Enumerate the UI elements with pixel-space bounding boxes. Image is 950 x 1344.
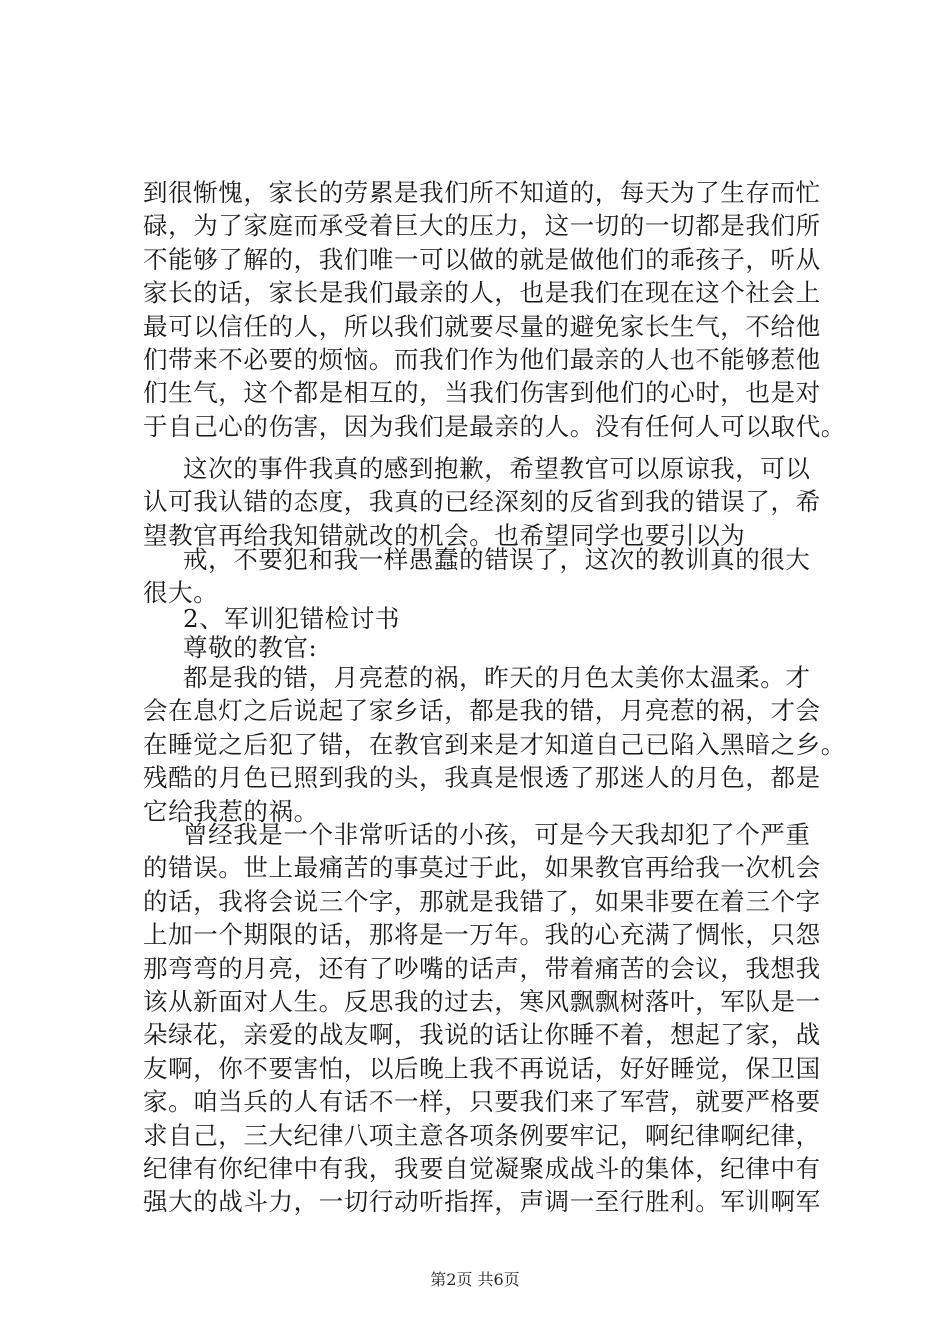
text-line: 戒，不要犯和我一样愚蠢的错误了，这次的教训真的很大 <box>183 545 811 574</box>
text-line: 很大。 <box>143 578 219 608</box>
text-line: 碌，为了家庭而承受着巨大的压力，这一切的一切都是我们所 <box>143 211 821 241</box>
paragraph-1 <box>143 176 846 443</box>
text-line: 望教官再给我知错就改的机会。也希望同学也要引以为 <box>143 520 746 550</box>
text-line: 曾经我是一个非常听话的小孩，可是今天我却犯了个严重 <box>183 820 811 849</box>
text-line: 友啊，你不要害怕，以后晚上我不再说话，好好睡觉，保卫国 <box>143 1053 821 1083</box>
text-line: 它给我惹的祸。 <box>143 796 319 826</box>
text-line: 认可我认错的态度，我真的已经深刻的反省到我的错误了，希 <box>143 487 821 517</box>
paragraph-5 <box>143 818 843 1219</box>
text-line: 纪律有你纪律中有我，我要自觉凝聚成战斗的集体，纪律中有 <box>143 1153 821 1183</box>
text-line: 们生气，这个都是相互的，当我们伤害到他们的心时，也是对 <box>143 378 821 408</box>
page-number-footer: 第2页 共6页 <box>430 1270 520 1289</box>
text-line: 会在息灯之后说起了家乡话，都是我的错，月亮惹的祸，才会 <box>143 696 821 726</box>
salutation: 尊敬的教官: <box>183 633 318 662</box>
text-line: 求自己，三大纪律八项主意各项条例要牢记，啊纪律啊纪律， <box>143 1120 821 1150</box>
paragraph-3 <box>143 543 843 610</box>
paragraph-4 <box>143 661 846 828</box>
text-line: 的话，我将会说三个字，那就是我错了，如果非要在着三个字 <box>143 886 821 916</box>
text-line: 该从新面对人生。反思我的过去，寒风飘飘树落叶，军队是一 <box>143 986 821 1016</box>
text-line: 于自己心的伤害，因为我们是最亲的人。没有任何人可以取代。 <box>143 411 846 441</box>
text-line: 那弯弯的月亮，还有了吵嘴的话声，带着痛苦的会议，我想我 <box>143 953 821 983</box>
text-line: 这次的事件我真的感到抱歉，希望教官可以原谅我，可以 <box>183 454 811 483</box>
text-line: 强大的战斗力，一切行动听指挥，声调一至行胜利。军训啊军 <box>143 1187 821 1217</box>
text-line: 朵绿花，亲爱的战友啊，我说的话让你睡不着，想起了家，战 <box>143 1020 821 1050</box>
text-line: 最可以信任的人，所以我们就要尽量的避免家长生气，不给他 <box>143 311 821 341</box>
text-line: 残酷的月色已照到我的头，我真是恨透了那迷人的月色，都是 <box>143 763 821 793</box>
text-line: 们带来不必要的烦恼。而我们作为他们最亲的人也不能够惹他 <box>143 344 821 374</box>
text-line: 在睡觉之后犯了错，在教官到来是才知道自己已陷入黑暗之乡。 <box>143 729 846 759</box>
paragraph-2 <box>143 452 843 552</box>
text-line: 不能够了解的，我们唯一可以做的就是做他们的乖孩子，听从 <box>143 244 821 274</box>
text-line: 都是我的错，月亮惹的祸，昨天的月色太美你太温柔。才 <box>183 663 811 692</box>
text-line: 家长的话，家长是我们最亲的人，也是我们在现在这个社会上 <box>143 278 821 308</box>
section-heading: 2、军训犯错检讨书 <box>183 604 400 633</box>
text-line: 的错误。世上最痛苦的事莫过于此，如果教官再给我一次机会 <box>143 853 821 883</box>
text-line: 家。咱当兵的人有话不一样，只要我们来了军营，就要严格要 <box>143 1087 821 1117</box>
text-line: 上加一个期限的话，那将是一万年。我的心充满了惆怅，只怨 <box>143 920 821 950</box>
text-line: 到很惭愧，家长的劳累是我们所不知道的，每天为了生存而忙 <box>143 178 821 207</box>
salutation-block <box>143 631 843 664</box>
